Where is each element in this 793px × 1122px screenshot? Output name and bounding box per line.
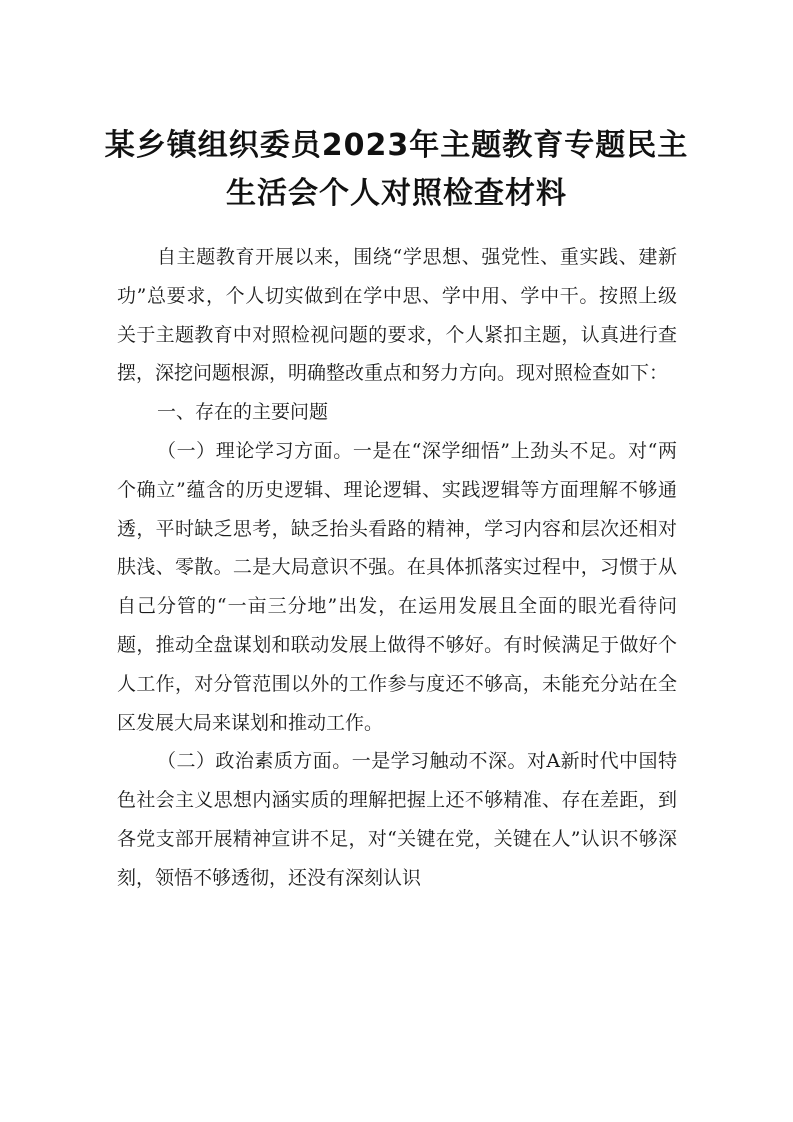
political-quality-paragraph: （二）政治素质方面。一是学习触动不深。对A新时代中国特色社会主义思想内涵实质的理解把握上还不够精准、存在差距，到各党支部开展精神宣讲不足，对“关键在党，关键在人”认识不够深刻，领悟不够透彻，还没有深刻认识: [117, 750, 677, 889]
document-title-line-1: 某乡镇组织委员2023年主题教育专题民主: [104, 128, 689, 163]
document-title-line-2: 生活会个人对照检查材料: [226, 176, 567, 211]
document-body: [117, 238, 677, 898]
theory-study-paragraph: （一）理论学习方面。一是在“深学细悟”上劲头不足。对“两个确立”蕴含的历史逻辑、理论逻辑、实践逻辑等方面理解不够通透，平时缺乏思考，缺乏抬头看路的精神，学习内容和层次还相对肤浅、零散。二是大局意识不强。在具体抓落实过程中，习惯于从自己分管的“一亩三分地”出发，在运用发展且全面的眼光看待问题，推动全盘谋划和联动发展上做得不够好。有时候满足于做好个人工作，对分管范围以外的工作参与度还不够高，未能充分站在全区发展大局来谋划和推动工作。: [117, 439, 677, 734]
section-heading-main-problems: 一、存在的主要问题: [157, 401, 329, 424]
intro-paragraph: 自主题教育开展以来，围绕“学思想、强党性、重实践、建新功”总要求，个人切实做到在学中思、学中用、学中干。按照上级关于主题教育中对照检视问题的要求，个人紧扣主题，认真进行查摆，深挖问题根源，明确整改重点和努力方向。现对照检查如下：: [117, 246, 677, 385]
